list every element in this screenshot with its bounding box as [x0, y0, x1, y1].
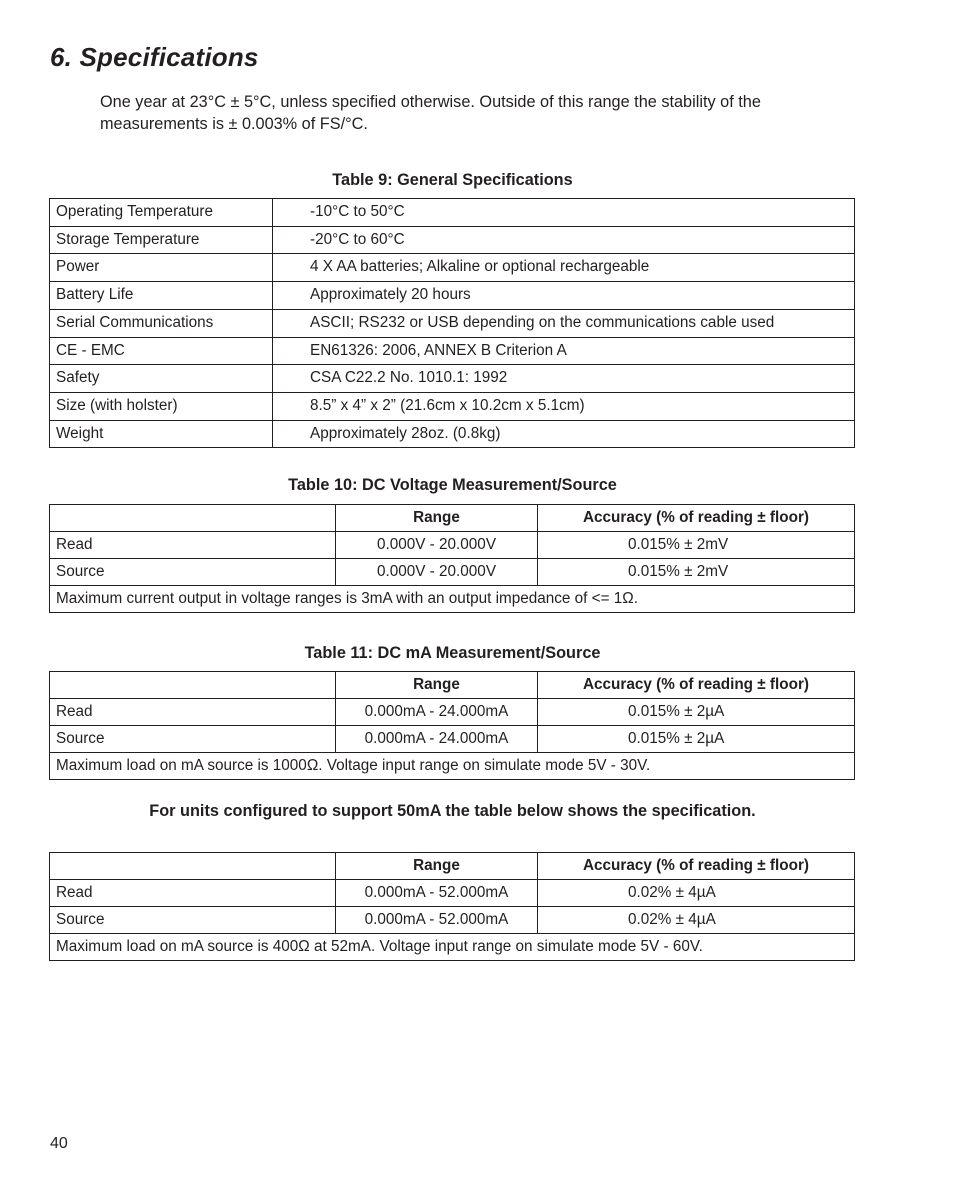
row-accuracy: 0.015% ± 2µA: [538, 726, 855, 753]
table-note-row: [50, 753, 855, 780]
spec-value: ASCII; RS232 or USB depending on the communications cable used: [273, 309, 855, 337]
header-accuracy: Accuracy (% of reading ± floor): [538, 672, 855, 699]
header-accuracy: Accuracy (% of reading ± floor): [538, 505, 855, 532]
spec-value: -20°C to 60°C: [273, 226, 855, 254]
spec-label: Serial Communications: [50, 309, 273, 337]
spec-label: Battery Life: [50, 282, 273, 310]
row-label: Read: [50, 532, 336, 559]
row-range: 0.000mA - 52.000mA: [336, 880, 538, 907]
table-note: Maximum load on mA source is 1000Ω. Voltage input range on simulate mode 5V - 30V.: [50, 753, 855, 780]
row-range: 0.000mA - 24.000mA: [336, 699, 538, 726]
table-header-row: [50, 505, 855, 532]
spec-value: CSA C22.2 No. 1010.1: 1992: [273, 365, 855, 393]
table-row: [50, 907, 855, 934]
fifty-ma-intro: For units configured to support 50mA the table below shows the specification.: [149, 802, 756, 820]
spec-label: Power: [50, 254, 273, 282]
page-number: 40: [50, 1135, 68, 1152]
spec-value: 4 X AA batteries; Alkaline or optional rechargeable: [273, 254, 855, 282]
row-label: Source: [50, 726, 336, 753]
general-specifications-table: [49, 198, 855, 448]
header-accuracy: Accuracy (% of reading ± floor): [538, 853, 855, 880]
spec-value: EN61326: 2006, ANNEX B Criterion A: [273, 337, 855, 365]
table-row: [50, 420, 855, 448]
row-accuracy: 0.02% ± 4µA: [538, 880, 855, 907]
table-header-row: [50, 672, 855, 699]
row-accuracy: 0.02% ± 4µA: [538, 907, 855, 934]
table-note: Maximum load on mA source is 400Ω at 52mA. Voltage input range on simulate mode 5V - 60V.: [50, 934, 855, 961]
section-intro: One year at 23°C ± 5°C, unless specified otherwise. Outside of this range the stability of the measurements is ± 0.003% of FS/°C.: [100, 93, 761, 133]
table11-caption: Table 11: DC mA Measurement/Source: [304, 644, 601, 662]
spec-value: -10°C to 50°C: [273, 199, 855, 227]
table-row: [50, 392, 855, 420]
table-row: [50, 532, 855, 559]
table-row: [50, 199, 855, 227]
section-title: 6. Specifications: [50, 42, 259, 72]
table-row: [50, 226, 855, 254]
row-range: 0.000V - 20.000V: [336, 532, 538, 559]
table-note-row: [50, 586, 855, 613]
spec-label: Safety: [50, 365, 273, 393]
row-accuracy: 0.015% ± 2mV: [538, 532, 855, 559]
table-row: [50, 726, 855, 753]
row-accuracy: 0.015% ± 2µA: [538, 699, 855, 726]
header-blank: [50, 853, 336, 880]
fifty-ma-table: [49, 852, 855, 961]
spec-label: Operating Temperature: [50, 199, 273, 227]
table-row: [50, 309, 855, 337]
table-row: [50, 559, 855, 586]
table-row: [50, 282, 855, 310]
table-row: [50, 337, 855, 365]
row-label: Read: [50, 880, 336, 907]
table-row: [50, 699, 855, 726]
spec-label: Size (with holster): [50, 392, 273, 420]
dc-voltage-table: [49, 504, 855, 613]
row-range: 0.000mA - 52.000mA: [336, 907, 538, 934]
table-header-row: [50, 853, 855, 880]
spec-value: Approximately 28oz. (0.8kg): [273, 420, 855, 448]
row-label: Source: [50, 559, 336, 586]
table-note-row: [50, 934, 855, 961]
table9-caption: Table 9: General Specifications: [332, 171, 573, 189]
spec-value: Approximately 20 hours: [273, 282, 855, 310]
dc-ma-table: [49, 671, 855, 780]
row-label: Read: [50, 699, 336, 726]
spec-label: Storage Temperature: [50, 226, 273, 254]
row-range: 0.000V - 20.000V: [336, 559, 538, 586]
row-accuracy: 0.015% ± 2mV: [538, 559, 855, 586]
table10-caption: Table 10: DC Voltage Measurement/Source: [288, 476, 617, 494]
spec-label: Weight: [50, 420, 273, 448]
row-range: 0.000mA - 24.000mA: [336, 726, 538, 753]
table-row: [50, 254, 855, 282]
header-blank: [50, 505, 336, 532]
row-label: Source: [50, 907, 336, 934]
header-blank: [50, 672, 336, 699]
header-range: Range: [336, 505, 538, 532]
spec-label: CE - EMC: [50, 337, 273, 365]
spec-value: 8.5” x 4” x 2” (21.6cm x 10.2cm x 5.1cm): [273, 392, 855, 420]
table-row: [50, 365, 855, 393]
table-row: [50, 880, 855, 907]
header-range: Range: [336, 672, 538, 699]
table-note: Maximum current output in voltage ranges is 3mA with an output impedance of <= 1Ω.: [50, 586, 855, 613]
header-range: Range: [336, 853, 538, 880]
